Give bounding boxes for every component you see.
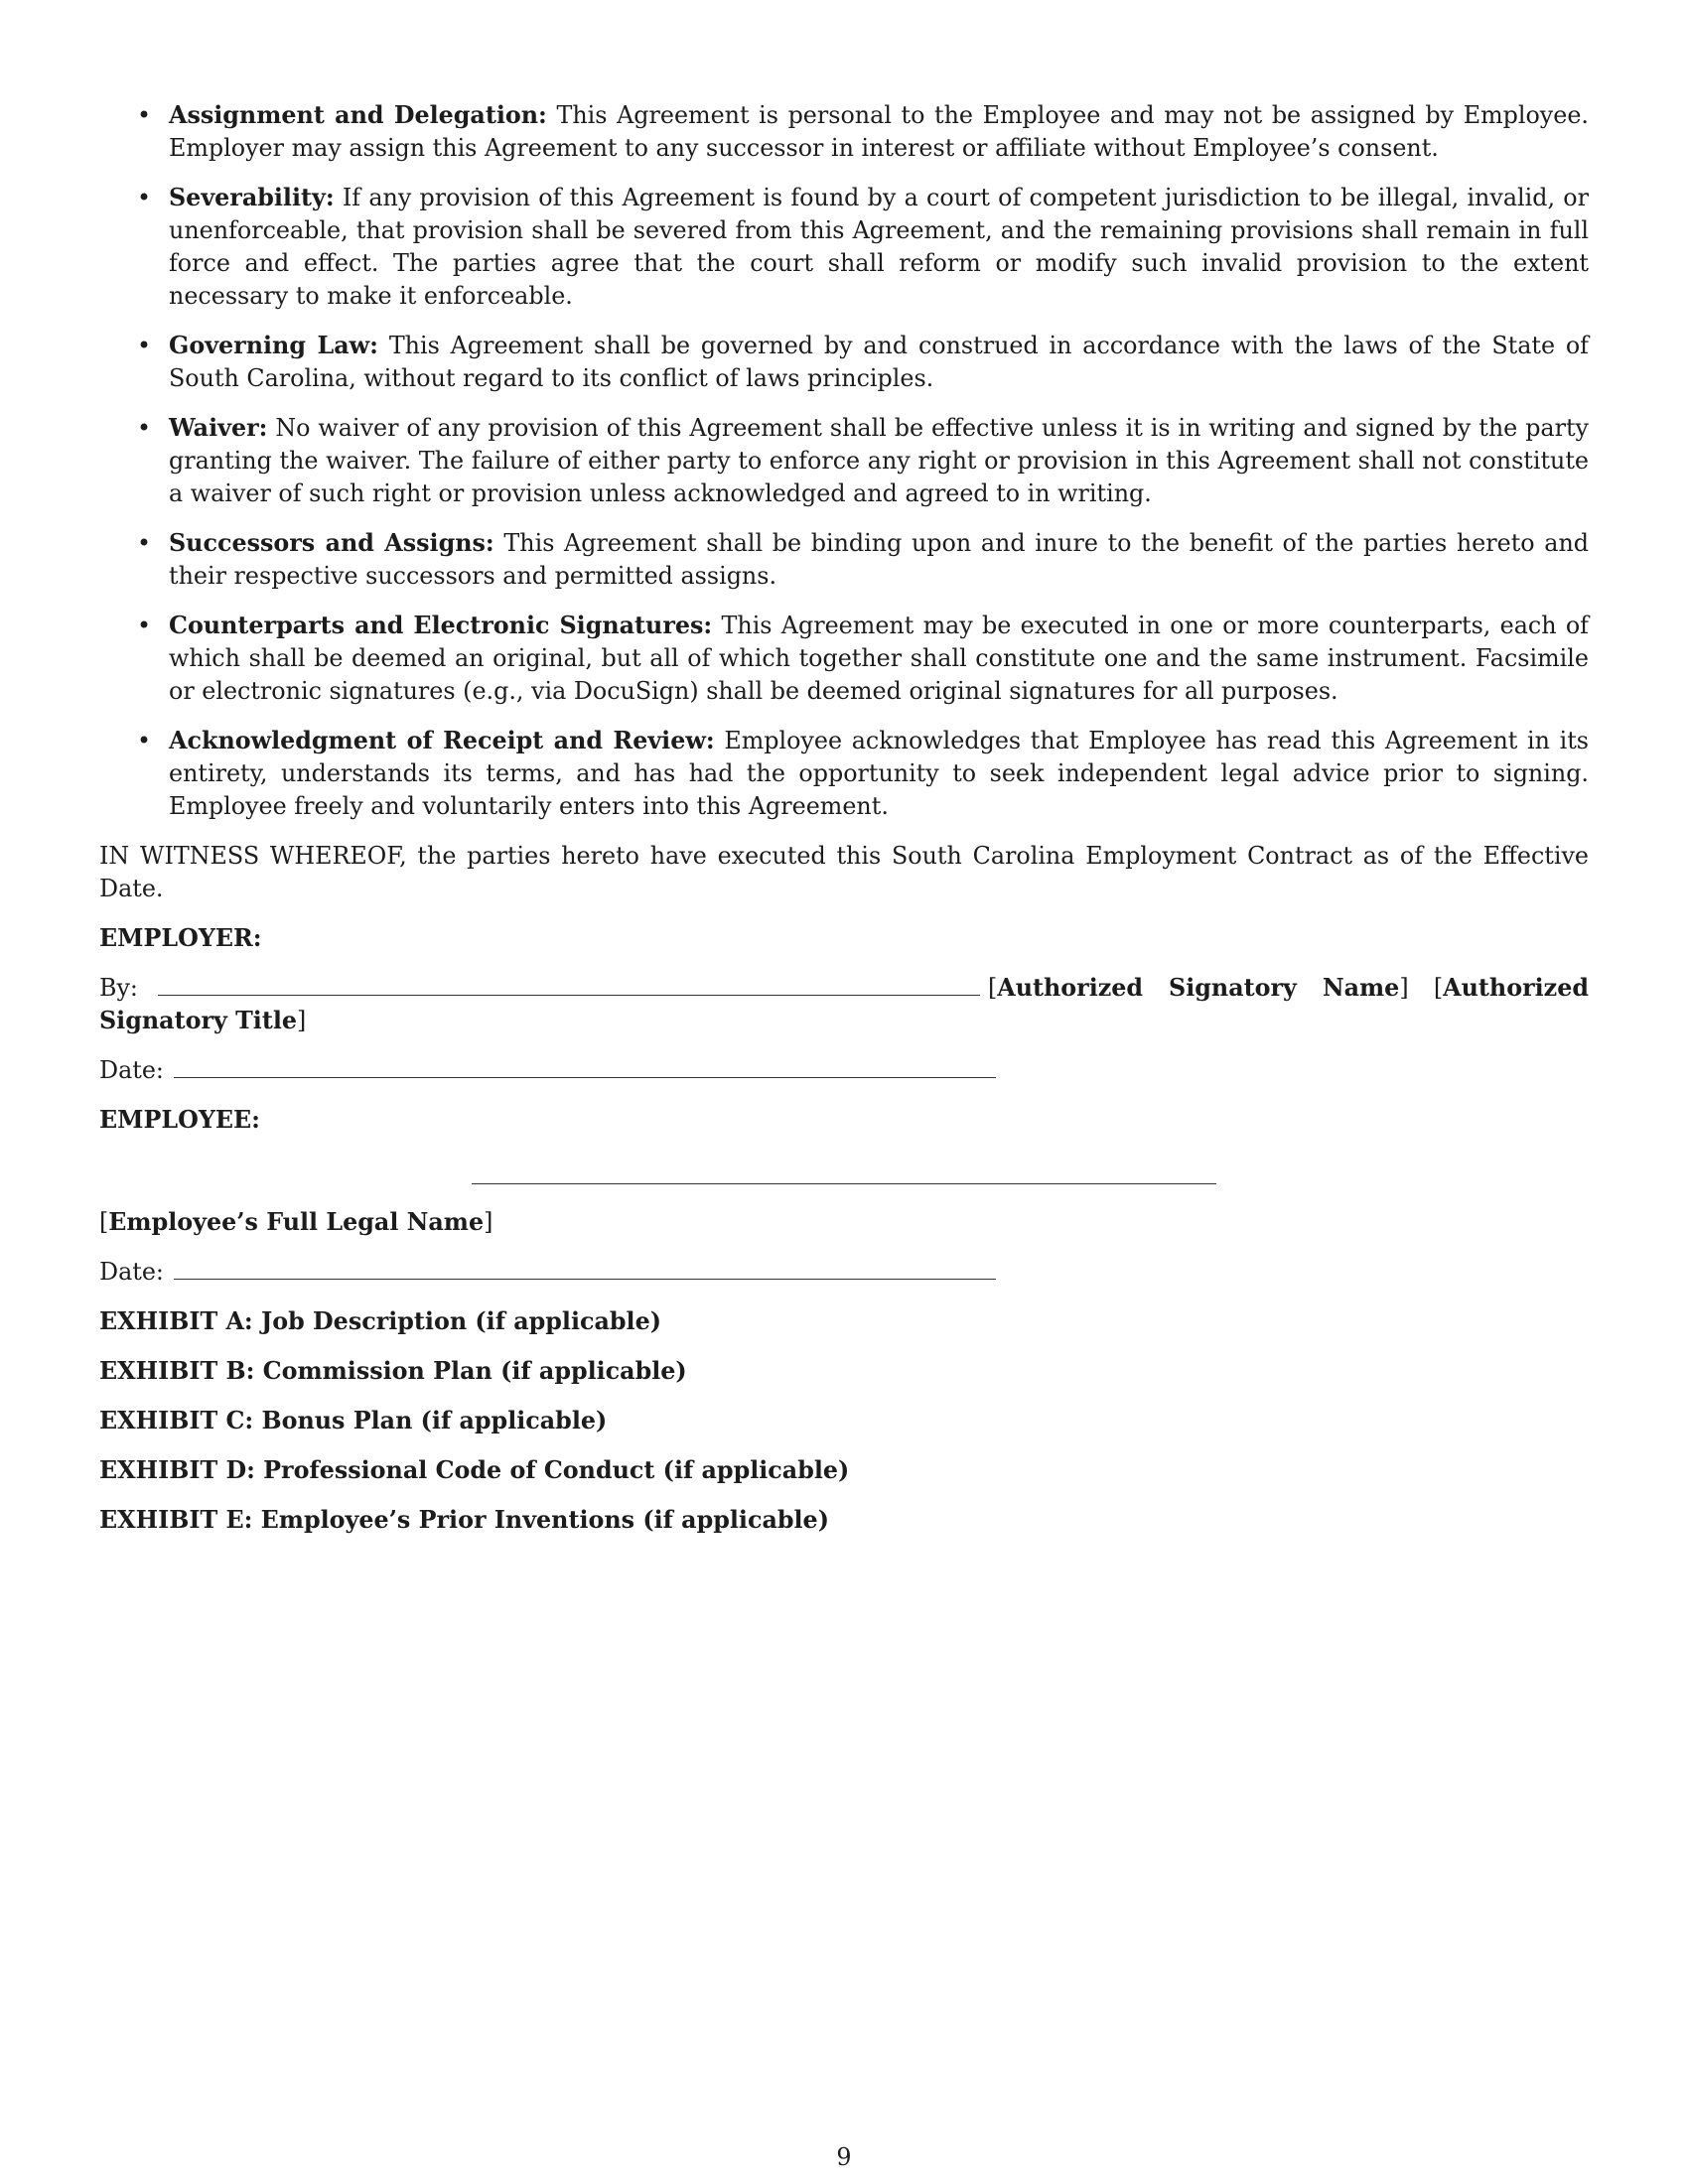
clause-term: Governing Law: [169, 332, 378, 359]
employer-signature-row [99, 972, 1589, 1037]
bracket: [ [987, 974, 998, 1002]
bracket: ] [1399, 974, 1409, 1002]
clause-text: Employee acknowledges that Employee has read this Agreement in its entirety, understands its terms, and has had the opportunity to seek independent legal advice prior to signing. Employee freely and voluntarily enters into this Agreement. [169, 727, 1590, 820]
exhibit-a: EXHIBIT A: Job Description (if applicable) [99, 1307, 662, 1335]
clause-list [99, 99, 1589, 823]
bracket: ] [297, 1007, 307, 1034]
employee-name-row [99, 1206, 1589, 1239]
signatory-title-placeholder: Authorized Signatory Title [99, 974, 1589, 1034]
clause-term: Waiver: [169, 414, 268, 442]
clause-successors [99, 527, 1589, 593]
bracket: [ [99, 1208, 109, 1236]
employee-signature-line[interactable] [472, 1183, 1216, 1184]
clause-term: Acknowledgment of Receipt and Review: [169, 727, 715, 754]
clause-text: This Agreement may be executed in one or more counterparts, each of which shall be deemed an original, but all of which together shall constitute one and the same instrument. Facsimile or electronic signatures (e.g., via DocuSign) shall be deemed original signatures for all purposes. [169, 612, 1589, 705]
employee-name-placeholder: Employee’s Full Legal Name [108, 1208, 485, 1236]
clause-severability [99, 182, 1589, 313]
clause-term: Counterparts and Electronic Signatures: [169, 612, 713, 639]
clause-text: If any provision of this Agreement is found by a court of competent jurisdiction to be illegal, invalid, or unenforceable, that provision shall be severed from this Agreement, and the remaining provisions shall remain in full force and effect. The parties agree that the court shall reform or modify such invalid provision to the extent necessary to make it enforceable. [169, 184, 1589, 310]
employer-date-row [99, 1054, 1589, 1087]
clause-text: This Agreement is personal to the Employee and may not be assigned by Employee. Employer may assign this Agreement to any successor in interest or affiliate without Employee’s consent. [169, 101, 1589, 162]
clause-text: No waiver of any provision of this Agreement shall be effective unless it is in writing and signed by the party granting the waiver. The failure of either party to enforce any right or provision in this Agreement shall not constitute a waiver of such right or provision unless acknowledged and agreed to in writing. [169, 414, 1589, 507]
date-label: Date: [99, 1258, 164, 1286]
employee-heading: EMPLOYEE: [99, 1106, 260, 1134]
clause-acknowledgment [99, 725, 1589, 823]
clause-assignment [99, 99, 1589, 165]
bracket: [ [1433, 974, 1444, 1002]
employee-date-row [99, 1256, 1589, 1289]
clause-term: Assignment and Delegation: [169, 101, 547, 129]
by-label: By: [99, 974, 138, 1002]
exhibit-d: EXHIBIT D: Professional Code of Conduct (if applicable) [99, 1456, 850, 1484]
clause-counterparts [99, 610, 1589, 708]
clause-governing-law [99, 330, 1589, 395]
employee-signature-row [99, 1154, 1589, 1189]
signatory-name-placeholder: Authorized Signatory Name [997, 974, 1400, 1002]
clause-term: Successors and Assigns: [169, 529, 494, 557]
bracket: ] [484, 1208, 493, 1236]
employer-date-line[interactable] [174, 1076, 996, 1078]
clause-text: This Agreement shall be governed by and construed in accordance with the laws of the State of South Carolina, without regard to its conflict of laws principles. [169, 332, 1589, 392]
employer-signature-line[interactable] [158, 994, 980, 996]
clause-term: Severability: [169, 184, 335, 211]
clause-text: This Agreement shall be binding upon and inure to the benefit of the parties hereto and their respective successors and permitted assigns. [169, 529, 1590, 590]
exhibit-b: EXHIBIT B: Commission Plan (if applicable) [99, 1357, 687, 1385]
page-number: 9 [836, 2143, 852, 2171]
exhibit-e: EXHIBIT E: Employee’s Prior Inventions (if applicable) [99, 1506, 829, 1534]
document-page [99, 99, 1589, 1537]
exhibit-c: EXHIBIT C: Bonus Plan (if applicable) [99, 1407, 608, 1434]
employee-date-line[interactable] [174, 1278, 996, 1280]
date-label: Date: [99, 1056, 164, 1084]
employer-heading: EMPLOYER: [99, 924, 262, 952]
clause-waiver [99, 412, 1589, 510]
witness-statement: IN WITNESS WHEREOF, the parties hereto have executed this South Carolina Employment Contract as of the Effective Date. [99, 842, 1589, 902]
